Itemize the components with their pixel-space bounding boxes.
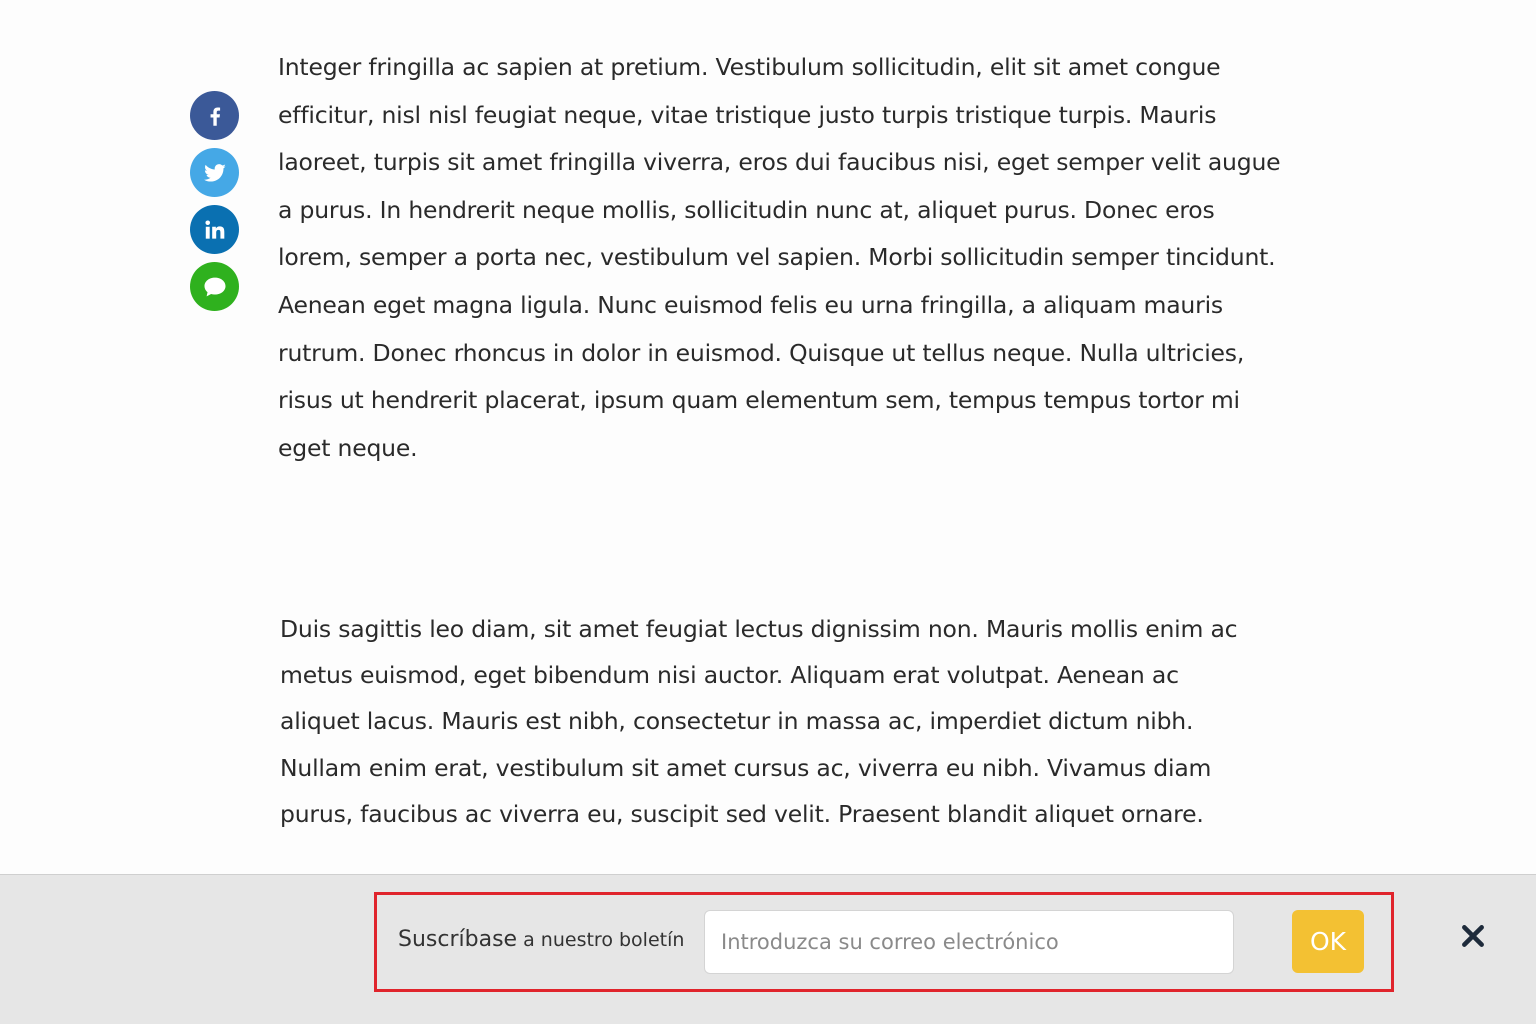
close-newsletter-button[interactable] bbox=[1456, 919, 1490, 953]
comment-icon bbox=[201, 273, 229, 301]
share-bar bbox=[190, 91, 239, 311]
newsletter-bar bbox=[0, 874, 1536, 1024]
facebook-share-button[interactable] bbox=[190, 91, 239, 140]
linkedin-share-button[interactable] bbox=[190, 205, 239, 254]
linkedin-icon bbox=[202, 217, 228, 243]
email-input[interactable] bbox=[704, 910, 1234, 974]
twitter-icon bbox=[202, 160, 228, 186]
newsletter-form bbox=[374, 892, 1394, 992]
newsletter-label-main: Suscríbase bbox=[398, 927, 518, 952]
twitter-share-button[interactable] bbox=[190, 148, 239, 197]
comment-share-button[interactable] bbox=[190, 262, 239, 311]
subscribe-ok-button[interactable]: OK bbox=[1292, 910, 1364, 973]
article-paragraph: Duis sagittis leo diam, sit amet feugiat lectus dignissim non. Mauris mollis enim ac metus euismod, eget bibendum nisi auctor. Aliquam erat volutpat. Aenean ac aliquet lacus. Mauris est nibh, consectetur in massa ac, imperdiet dictum nibh. Nullam enim erat, vestibulum sit amet cursus ac, viverra eu nibh. Vivamus diam purus, faucibus ac viverra eu, suscipit sed velit. Praesent blandit aliquet ornare. bbox=[280, 615, 1238, 828]
newsletter-label-rest: a nuestro boletín bbox=[517, 929, 685, 951]
facebook-icon bbox=[202, 103, 228, 129]
close-icon bbox=[1460, 923, 1486, 949]
newsletter-label bbox=[398, 927, 684, 952]
article-paragraph: Integer fringilla ac sapien at pretium. Vestibulum sollicitudin, elit sit amet congue efficitur, nisl nisl feugiat neque, vitae tristique justo turpis tristique turpis. Mauris laoreet, turpis sit amet fringilla viverra, eros dui faucibus nisi, eget semper velit augue a purus. In hendrerit neque mollis, sollicitudin nunc at, aliquet purus. Donec eros lorem, semper a porta nec, vestibulum vel sapien. Morbi sollicitudin semper tincidunt. Aenean eget magna ligula. Nunc euismod felis eu urna fringilla, a aliquam mauris rutrum. Donec rhoncus in dolor in euismod. Quisque ut tellus neque. Nulla ultricies, risus ut hendrerit placerat, ipsum quam elementum sem, tempus tempus tortor mi eget neque. bbox=[278, 53, 1281, 462]
